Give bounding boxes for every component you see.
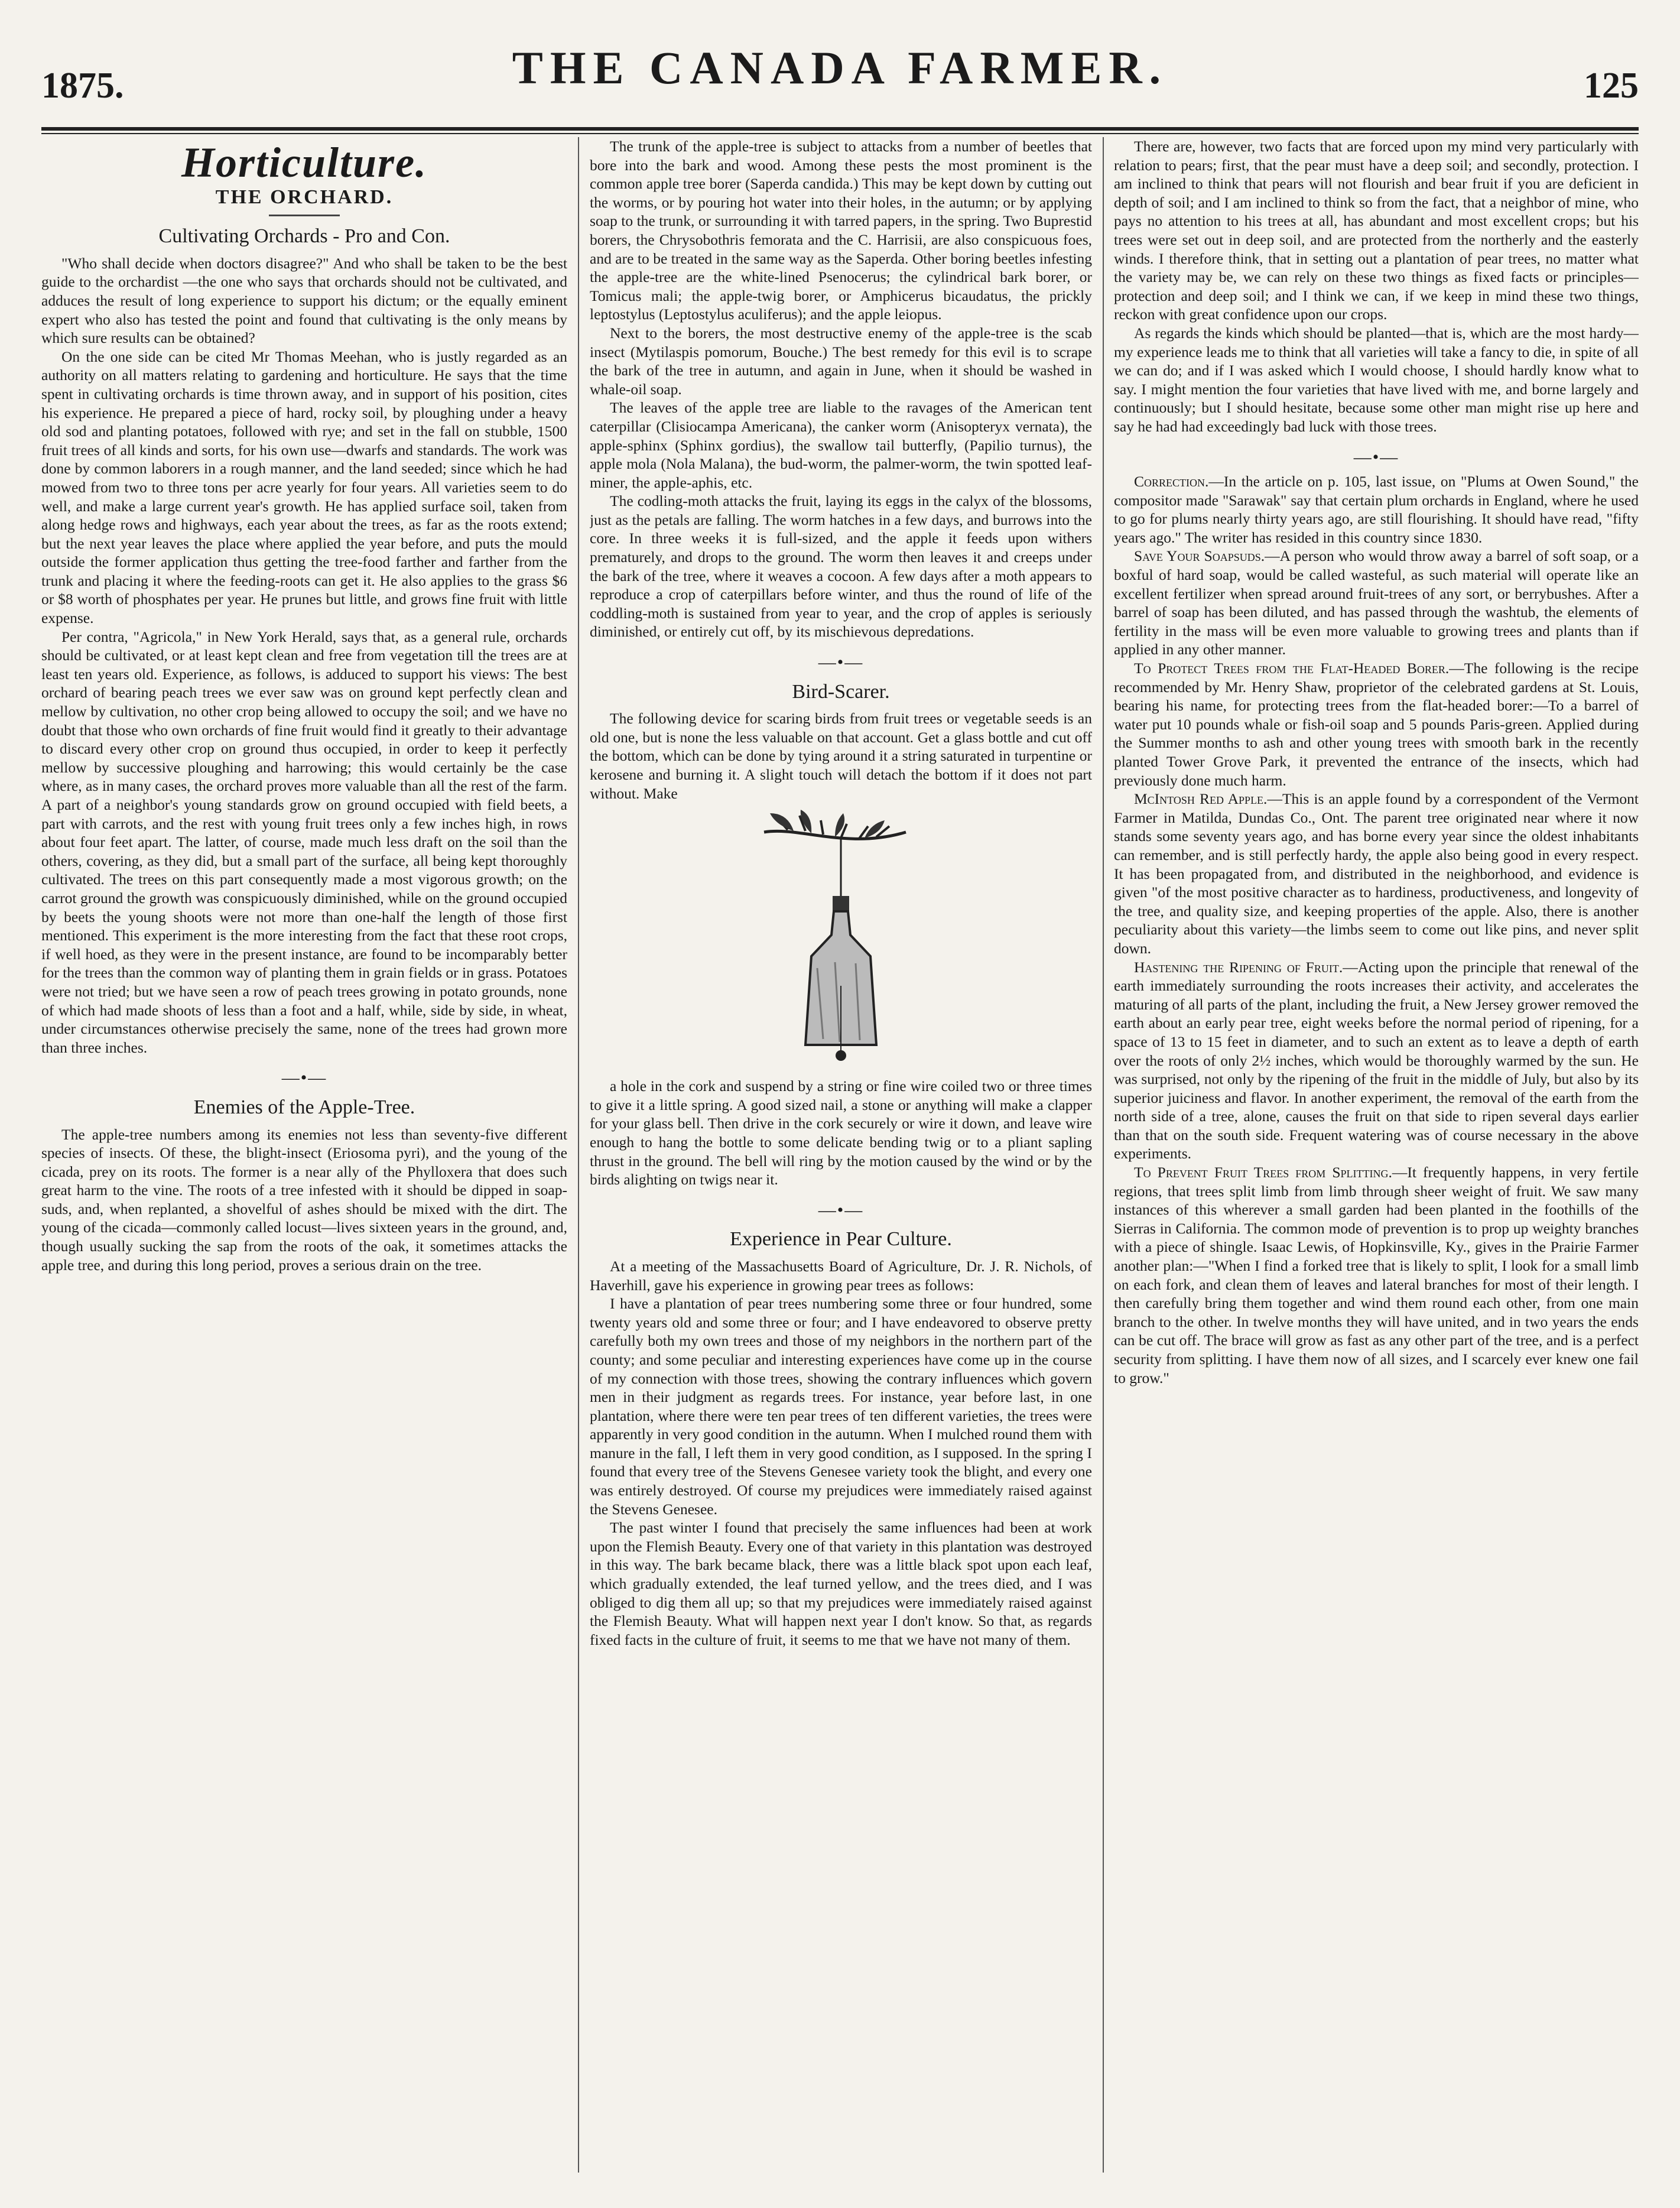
article-paragraph: The leaves of the apple tree are liable to the ravages of the American tent caterpillar (Clisiocampa Americana), the canker worm (Anisopteryx vernata), the apple-sphinx (Sphinx gordius), the swallow tail butterfly, (Papilio turnus), the apple mola (Nola Malana), the bud-worm, the palmer-worm, the twin spotted leaf-miner, the apple-aphis, etc. — [590, 399, 1092, 491]
article-paragraph: "Who shall decide when doctors disagree?" And who shall be taken to be the best guide to the orchardist —the one who says that orchards should not be cultivated, and adduces the result of long experience to support his dictum; or the equally eminent expert who also has tested the point and found that cultivating is the only means by which sure results can be obtained? — [41, 254, 567, 347]
column-divider — [578, 137, 579, 2173]
article-paragraph: The past winter I found that precisely the same influences had been at work upon the Flemish Beauty. Every one of that variety in this plantation was destroyed in this way. The bark became black, there was a little black spot upon each leaf, which gradually extended, the leaf turned yellow, and the trees died, and I was obliged to dig them all up; so that my prejudices were immediately raised against the Flemish Beauty. What will happen next year I don't know. So that, as regards fixed facts in the culture of fruit, it seems to me that we have not many of them. — [590, 1519, 1092, 1648]
note-lead: To Protect Trees from the Flat-Headed Borer. — [1134, 660, 1450, 677]
article-paragraph: As regards the kinds which should be planted—that is, which are the most hardy—my experience leads me to think that all varieties will take a fancy to die, in spite of all we can do; and if I was asked which I would choose, I should hardly know what to say. I might mention the four varieties that have lived with me, and borne largely and continuously; but I should hesitate, because some other man might rise up here and say he had had exceedingly bad luck with those trees. — [1114, 324, 1639, 435]
note-paragraph — [1114, 790, 1639, 957]
article-paragraph: The apple-tree numbers among its enemies not less than seventy-five different species of insects. Of these, the blight-insect (Eriosoma pyri), and the young of the cicada, prey on its roots. The former is a near ally of the Phylloxera that does such great harm to the vine. The roots of a tree infested with it should be dipped in soap-suds, and, when replanted, a shovelful of ashes should be mixed with the dirt. The young of the cicada—commonly called locust—lives sixteen years in the ground, and, though usually sucking the sap from the roots of the oak, it sometimes attacks the apple tree, and during this long period, proves a serious drain on the tree. — [41, 1125, 567, 1274]
note-body: —A person who would throw away a barrel of soft soap, or a boxful of hard soap, would be called wasteful, as such material will operate like an excellent fertilizer when spread around fruit-trees of any sort, or berrybushes. After a barrel of soap has been diluted, and has passed through the washtub, the elements of fertility in the mass will be even more valuable to growing trees and plants than if applied in any other manner. — [1114, 547, 1639, 658]
note-paragraph — [1114, 547, 1639, 659]
article-paragraph: a hole in the cork and suspend by a string or fine wire coiled two or three times to give it a little spring. A good sized nail, a stone or anything will make a clapper for your glass bell. Then drive in the cork securely or wire it down, and leave wire enough to hang the bottle to some delicate bending twig or to a pliant sapling thrust in the ground. The bell will ring by the motion caused by the wind or by the birds alighting on twigs near it. — [590, 1077, 1092, 1189]
divider: —•— — [281, 1068, 327, 1088]
newspaper-title: THE CANADA FARMER. — [512, 42, 1168, 93]
masthead-rule — [41, 127, 1639, 134]
article-paragraph: There are, however, two facts that are forced upon my mind very particularly with relation to pears; first, that the pear must have a deep soil; and secondly, protection. I am inclined to think that pears will not flourish and bear fruit if you are deficient in depth of soil; and I am inclined to think so from the fact, that a neighbor of mine, who pays no attention to his trees at all, has abundant and most excellent crops; but his trees were set out in deep soil, and are protected from the northerly and the easterly winds. I therefore think, that in setting out a plantation of pear trees, no matter what the variety may be, we can rely on these two things as fixed facts or principles—protection and deep soil; and I think we can, if we keep in mind these two things, reckon with great confidence upon our crops. — [1114, 138, 1639, 323]
article-title: Enemies of the Apple-Tree. — [193, 1096, 415, 1118]
article-paragraph: Next to the borers, the most destructive enemy of the apple-tree is the scab insect (Mytilaspis pomorum, Bouche.) The best remedy for this evil is to scrape the bark of the tree in autumn, and again in June, when it should be washed in whale-oil soap. — [590, 324, 1092, 398]
note-body: —In the article on p. 105, last issue, on "Plums at Owen Sound," the compositor made "Sarawak" say that certain plum orchards in England, where he used to go for plums nearly thirty years ago, are still flourishing. It should have read, "fifty years ago." The writer has resided in this country since 1830. — [1114, 473, 1639, 546]
divider — [269, 215, 340, 216]
article-paragraph: The trunk of the apple-tree is subject to attacks from a number of beetles that bore into the bark and wood. Among these pests the most prominent is the common apple tree borer (Saperda candida.) This may be kept down by cutting out the worms, or by pouring hot water into their holes, in the autumn; or by applying soap to the trunk, or surrounding it with tarred papers, in the spring. Two Buprestid borers, the Chrysobothris femorata and the C. Harrisii, are also conspicuous foes, and are to be treated in the same way as the Saperda. Other boring beetles infesting the apple-tree are the white-lined Psenocerus; the cylindrical bark borer, or Tomicus mali; the apple-twig borer, or Amphicerus bicaudatus, the prickly leptostylus (Leptostylus aculiferus); and the apple leiopus. — [590, 138, 1092, 323]
note-lead: McIntosh Red Apple. — [1134, 790, 1268, 808]
article-title: Cultivating Orchards - Pro and Con. — [158, 225, 450, 248]
section-heading: THE ORCHARD. — [215, 186, 394, 208]
note-lead: Hastening the Ripening of Fruit. — [1134, 958, 1343, 976]
note-lead: To Prevent Fruit Trees from Splitting. — [1134, 1164, 1392, 1181]
note-paragraph — [1114, 472, 1639, 547]
column-divider — [1103, 137, 1104, 2173]
article-paragraph: The codling-moth attacks the fruit, laying its eggs in the calyx of the blossoms, just as the petals are falling. The worm hatches in a few days, and burrows into the core. In three weeks it is full-sized, and the apple it feeds upon withers prematurely, and drops to the ground. The worm then leaves it and creeps under the bark of the tree, where it weaves a cocoon. A few days after a moth appears to reproduce a crop of caterpillars before winter, and thus the round of life of the coddling-moth is sustained from year to year, and the crop of apples is seriously diminished, or entirely cut off, by its mischievous depredations. — [590, 492, 1092, 641]
column-3 — [1114, 137, 1639, 2173]
divider: —•— — [1353, 447, 1399, 467]
issue-year: 1875. — [41, 66, 124, 106]
article-title: Experience in Pear Culture. — [730, 1228, 952, 1251]
column-1 — [41, 137, 567, 2173]
column-2 — [590, 137, 1092, 2173]
note-body: —Acting upon the principle that renewal of the earth immediately surrounding the roots increases their activity, and accelerates the maturing of all parts of the plant, including the fruit, a New Jersey grower removed the earth about an early pear tree, eight weeks before the normal period of ripening, for a space of 13 to 15 feet in diameter, and to such an extent as to leave a depth of earth over the roots of only 2½ inches, which would be thoroughly warmed by the sun. He was surprised, not only by the ripening of the fruit in the middle of July, but also by its superior juiciness and flavor. In another experiment, the removal of the earth from the north side of a tree, alone, causes the fruit on that side to ripen several days earlier than that on the south side. Frequent watering was of course necessary in the above experiments. — [1114, 958, 1639, 1163]
divider: —•— — [818, 1200, 864, 1220]
article-paragraph: On the one side can be cited Mr Thomas Meehan, who is justly regarded as an authority on all matters relating to gardening and horticulture. He says that the time spent in cultivating orchards is time thrown away, and in support of his position, cites his experience. He prepared a piece of hard, rocky soil, by ploughing under a heavy old sod and planting potatoes, followed with rye; and set in the fall on stubble, 1500 fruit trees of all kinds and sorts, for his own use—dwarfs and standards. The work was done by common laborers in a rough manner, and the land seeded; since which he had mowed from two to three tons per acre yearly for four years. All varieties seem to do well, and make a large current year's growth. He has applied surface soil, taken from along hedge rows and highways, each year about the trees, as far as the roots extend; but the next year leaves the place where applied the year before, and puts the mould outside the former application thus getting the tree-food farther and farther from the trunk and placing it where the feeding-roots can get it. He also applies to the grass $6 or $8 worth of phosphates per year. He prunes but little, and grows fine fruit with little expense. — [41, 348, 567, 627]
page-number: 125 — [1584, 66, 1639, 106]
note-lead: Save Your Soapsuds. — [1134, 547, 1265, 565]
note-body: —It frequently happens, in very fertile regions, that trees split limb from limb through sheer weight of fruit. We saw many instances of this wherever a small garden had been planted in the foothills of the Sierras in California. The common mode of prevention is to prop up weighty branches with a piece of shingle. Isaac Lewis, of Hopkinsville, Ky., gives in the Prairie Farmer another plan:—"When I find a forked tree that is likely to split, I look for a small limb on each fork, and clean them of leaves and lateral branches for most of their length. I then carefully bring them together and wind them round each other, from one main branch to the other. In twelve months they will have united, and in two years the ends can be cut off. The brace will grow as fast as any other part of the tree, and is a perfect security from splitting. I have them now of all sizes, and I scarcely ever knew one fail to grow." — [1114, 1164, 1639, 1387]
department-heading: Horticulture. — [181, 139, 428, 186]
divider: —•— — [818, 652, 864, 673]
note-lead: Correction. — [1134, 473, 1209, 491]
masthead — [41, 41, 1639, 130]
note-paragraph — [1114, 1163, 1639, 1387]
article-paragraph: At a meeting of the Massachusetts Board of Agriculture, Dr. J. R. Nichols, of Haverhill, gave his experience in growing pear trees as follows: — [590, 1257, 1092, 1294]
article-paragraph: Per contra, "Agricola," in New York Herald, says that, as a general rule, orchards should be cultivated, or at least kept clean and free from vegetation till the trees are at least ten years old. Experience, as follows, is adduced to support his views: The best orchard of bearing peach trees we ever saw was on ground kept perfectly clean and mellow by cultivation, no other crop being allowed to occupy the soil; and we have no doubt that those who own orchards of fine fruit would find it greatly to their advantage to discard every other crop on ground thus occupied, in order to keep it perfectly mellow by successive ploughing and harrowing; this would certainly be the case where, as in many cases, the orchard proves more valuable than all the rest of the farm. A part of a neighbor's young standards grow on ground occupied with field beets, a part with carrots, and the rest with young fruit trees only a few inches high, in rows about four feet apart. The latter, of course, made much less draft on the soil than the others, covering, as they did, but a small part of the surface, all being kept thoroughly cultivated. The trees on this part consequently made a most vigorous growth; on the carrot ground the growth was conspicuously diminished, while on the ground occupied by beets the young shoots were not more than one-half the length of those first mentioned. This experiment is the more interesting from the fact that these root crops, if well hoed, as they were in the present instance, are found to be incomparably better for the trees than the common way of planting them in grain fields or in grass. Potatoes were not tried; but we have seen a row of peach trees growing in potato grounds, none of which had made shoots of less than a foot and a half, while, side by side, in wheat, under circumstances otherwise precisely the same, none of the trees had grown more than three inches. — [41, 628, 567, 1056]
note-paragraph — [1114, 958, 1639, 1164]
article-paragraph: The following device for scaring birds from fruit trees or vegetable seeds is an old one, but is none the less valuable on that account. Get a glass bottle and cut off the bottom, which can be done by tying around it a string saturated in turpentine or kerosene and burning it. A slight touch will detach the bottom if it does not part without. Make — [590, 710, 1092, 802]
note-paragraph — [1114, 659, 1639, 790]
article-paragraph: I have a plantation of pear trees numbering some three or four hundred, some twenty years old and some three or four; and I have endeavored to observe pretty carefully both my own trees and those of my neighbors in the northern part of the county; and some peculiar and interesting experiences have come up in the course of my connection with those trees, showing the contrary influences which govern men in their judgment as regards trees. For instance, year before last, in one plantation, where there were ten pear trees of ten different varieties, the trees were apparently in very good condition in the autumn. When I mulched round them with manure in the fall, I left them in very good condition, as I supposed. In the spring I found that every tree of the Stevens Genesee variety took the blight, and every one was entirely destroyed. Of course my prejudices were immediately raised against the Stevens Genesee. — [590, 1295, 1092, 1518]
bottle-bell-icon — [752, 808, 930, 1069]
note-body: —The following is the recipe recommended by Mr. Henry Shaw, proprietor of the celebrated gardens at St. Louis, bearing his name, for protecting trees from the flat-headed borer:—To a barrel of water put 10 pounds whale or fish-oil soap and 5 pounds Paris-green. Applied during the Summer months to ash and other young trees with smooth bark in the recently planted Tower Grove Park, it prevented the entrance of the insects, which had previously done much harm. — [1114, 660, 1639, 789]
article-title: Bird-Scarer. — [792, 680, 890, 703]
note-body: —This is an apple found by a correspondent of the Vermont Farmer in Matilda, Dundas Co., Ont. The parent tree originated near where it now stands some seventy years ago, and has borne every year since the oldest inhabitants can remember, and is still perfectly hardy, the apple also being good in every respect. It has been propagated from, and distributed in the neighborhood, and evidence is given "of the most positive character as to hardiness, productiveness, and longevity of the tree, and quality size, and keeping properties of the apple. Also, there is another peculiarity about this variety—the limbs seem to come out like pins, and never split down. — [1114, 790, 1639, 957]
